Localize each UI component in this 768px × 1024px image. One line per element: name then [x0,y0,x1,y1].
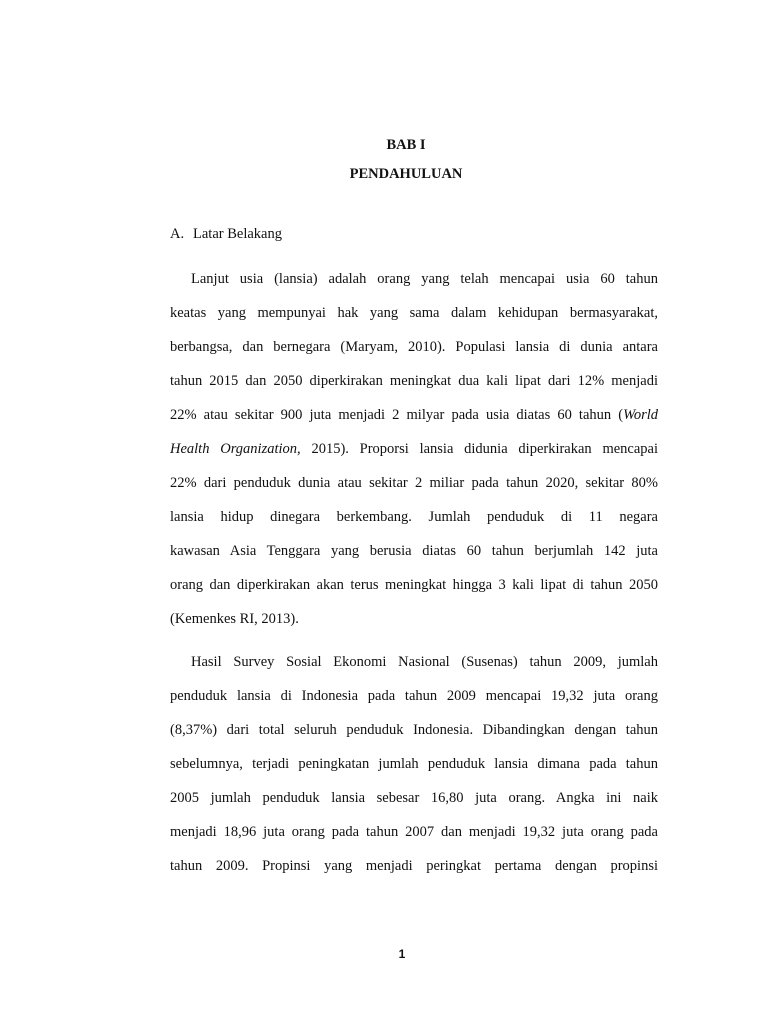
paragraph-2-line-5: 2005 jumlah penduduk lansia sebesar 16,80 juta orang. Angka ini naik [170,790,658,806]
paragraph-1-line-3: berbangsa, dan bernegara (Maryam, 2010). Populasi lansia di dunia antara [170,339,658,355]
paragraph-2-line-4: sebelumnya, terjadi peningkatan jumlah penduduk lansia dimana pada tahun [170,756,658,772]
paragraph-1-line-7: 22% dari penduduk dunia atau sekitar 2 miliar pada tahun 2020, sekitar 80% [170,475,658,491]
paragraph-2-line-1: Hasil Survey Sosial Ekonomi Nasional (Susenas) tahun 2009, jumlah [191,654,658,670]
section-letter: A. [170,226,185,242]
paragraph-1-line-5-italic: World [623,407,658,423]
chapter-number: BAB I [386,137,426,153]
paragraph-1-line-11: (Kemenkes RI, 2013). [170,611,299,627]
paragraph-1-line-5 [170,406,658,424]
paragraph-2-line-2: penduduk lansia di Indonesia pada tahun 2009 mencapai 19,32 juta orang [170,688,658,704]
section-title: Latar Belakang [193,226,282,242]
paragraph-1-line-5-text: 22% atau sekitar 900 juta menjadi 2 milyar pada usia diatas 60 tahun ( [170,407,624,423]
paragraph-1-line-10: orang dan diperkirakan akan terus meningkat hingga 3 kali lipat di tahun 2050 [170,577,658,593]
paragraph-1-line-9: kawasan Asia Tenggara yang berusia diatas 60 tahun berjumlah 142 juta [170,543,658,559]
paragraph-2-line-7: tahun 2009. Propinsi yang menjadi peringkat pertama dengan propinsi [170,858,658,874]
paragraph-1-line-6-text: , 2015). Proporsi lansia didunia diperkirakan mencapai [297,441,658,457]
paragraph-1-line-4: tahun 2015 dan 2050 diperkirakan meningkat dua kali lipat dari 12% menjadi [170,373,658,389]
page-number: 1 [398,947,406,961]
chapter-title: PENDAHULUAN [349,166,463,182]
paragraph-2-line-3: (8,37%) dari total seluruh penduduk Indonesia. Dibandingkan dengan tahun [170,722,658,738]
paragraph-1-line-6 [170,440,658,458]
paragraph-2-line-6: menjadi 18,96 juta orang pada tahun 2007 dan menjadi 19,32 juta orang pada [170,824,658,840]
paragraph-1-line-1: Lanjut usia (lansia) adalah orang yang telah mencapai usia 60 tahun [191,271,658,287]
paragraph-1-line-6-italic: Health Organization [170,441,298,457]
section-heading [170,225,282,243]
paragraph-1-line-8: lansia hidup dinegara berkembang. Jumlah penduduk di 11 negara [170,509,658,525]
paragraph-1-line-2: keatas yang mempunyai hak yang sama dalam kehidupan bermasyarakat, [170,305,658,321]
